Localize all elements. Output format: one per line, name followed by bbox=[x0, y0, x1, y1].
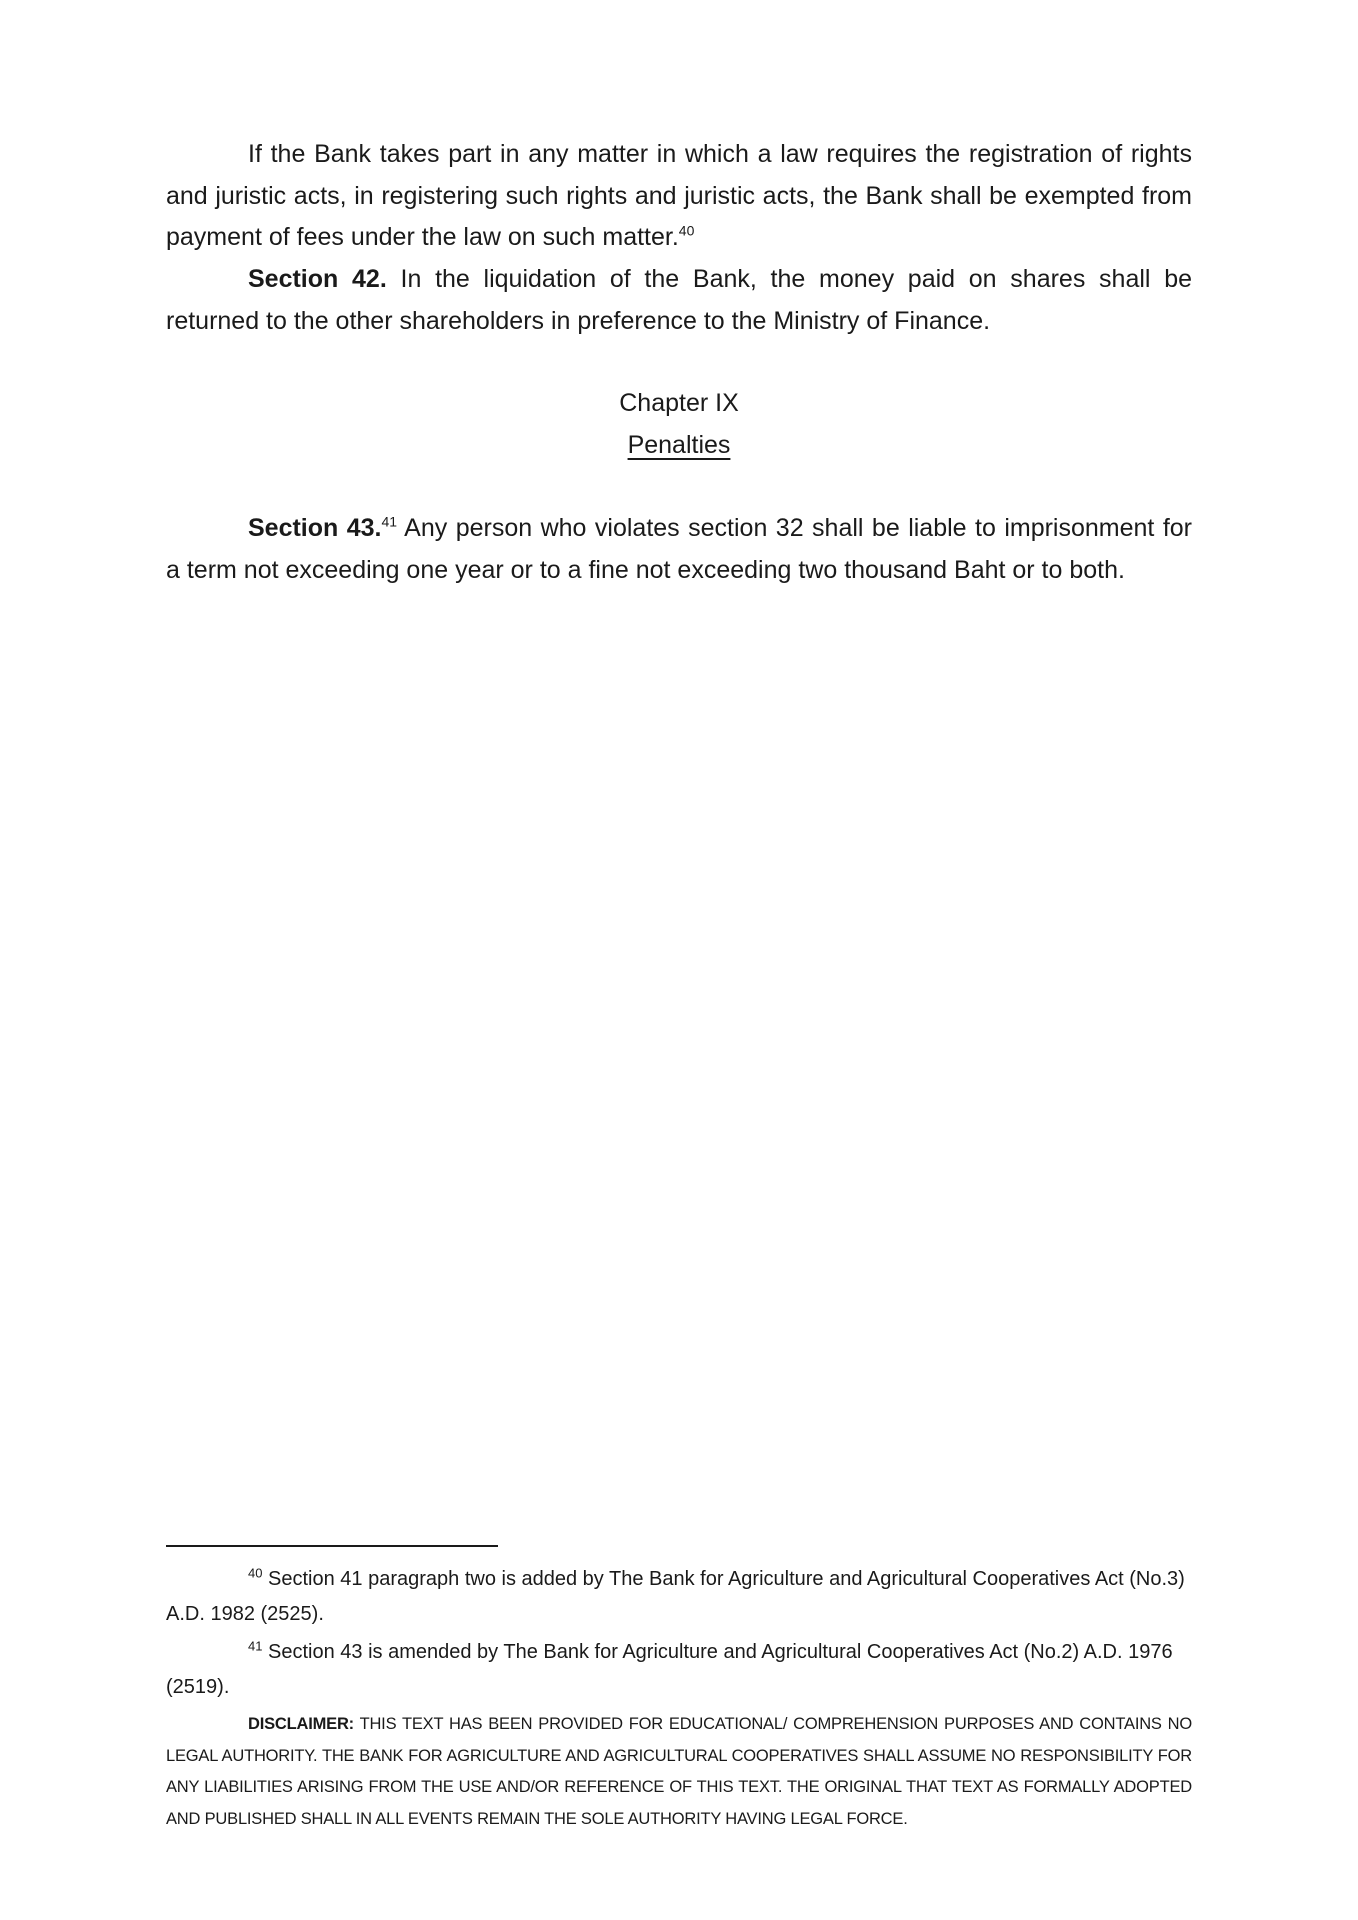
disclaimer-text: THIS TEXT HAS BEEN PROVIDED FOR EDUCATIONAL/ COMPREHENSION PURPOSES AND CONTAINS NO LEGAL AUTHORITY. THE BANK FOR AGRICULTURE AND AGRICULTURAL COOPERATIVES SHALL ASSUME NO RESPONSIBILITY FOR ANY LIABILITIES ARISING FROM THE USE AND/OR REFERENCE OF THIS TEXT. THE ORIGINAL THAT TEXT AS FORMALLY ADOPTED AND PUBLISHED SHALL IN ALL EVENTS REMAIN THE SOLE AUTHORITY HAVING LEGAL FORCE. bbox=[166, 1715, 1192, 1828]
footnote-41 bbox=[166, 1635, 1192, 1705]
footnote-ref-41[interactable]: 41 bbox=[381, 513, 398, 530]
footnote-text: Section 41 paragraph two is added by The Bank for Agriculture and Agricultural Cooperatives Act (No.3) A.D. 1982 (2525). bbox=[166, 1568, 1185, 1625]
chapter-subtitle: Penalties bbox=[627, 431, 731, 459]
section-heading: Section 43. bbox=[248, 514, 382, 542]
paragraph-text: If the Bank takes part in any matter in which a law requires the registration of rights and juristic acts, in registering such rights and juristic acts, the Bank shall be exempted from payment of fees under the law on such matter. bbox=[166, 140, 1192, 251]
paragraph-fee-exemption bbox=[166, 134, 1192, 259]
paragraph-section-42 bbox=[166, 259, 1192, 342]
paragraph-text: Any person who violates section 32 shall be liable to imprisonment for a term not exceeding one year or to a fine not exceeding two thousand Baht or to both. bbox=[166, 514, 1193, 584]
disclaimer-label: DISCLAIMER: bbox=[248, 1715, 354, 1733]
footnote-ref-40[interactable]: 40 bbox=[678, 222, 695, 239]
footnote-text: Section 43 is amended by The Bank for Agriculture and Agricultural Cooperatives Act (No.2) A.D. 1976 (2519). bbox=[166, 1641, 1173, 1698]
footnote-40 bbox=[166, 1562, 1192, 1632]
paragraph-section-43 bbox=[166, 508, 1192, 591]
footnote-divider bbox=[166, 1545, 498, 1547]
chapter-subtitle-wrap bbox=[166, 425, 1192, 467]
section-heading: Section 42. bbox=[248, 265, 387, 293]
disclaimer bbox=[166, 1709, 1192, 1835]
chapter-title: Chapter IX bbox=[619, 389, 739, 417]
footnote-marker: 40 bbox=[248, 1565, 263, 1581]
paragraph-text: In the liquidation of the Bank, the money paid on shares shall be returned to the other shareholders in preference to the Ministry of Finance. bbox=[166, 265, 1193, 335]
footnote-marker: 41 bbox=[248, 1638, 263, 1654]
